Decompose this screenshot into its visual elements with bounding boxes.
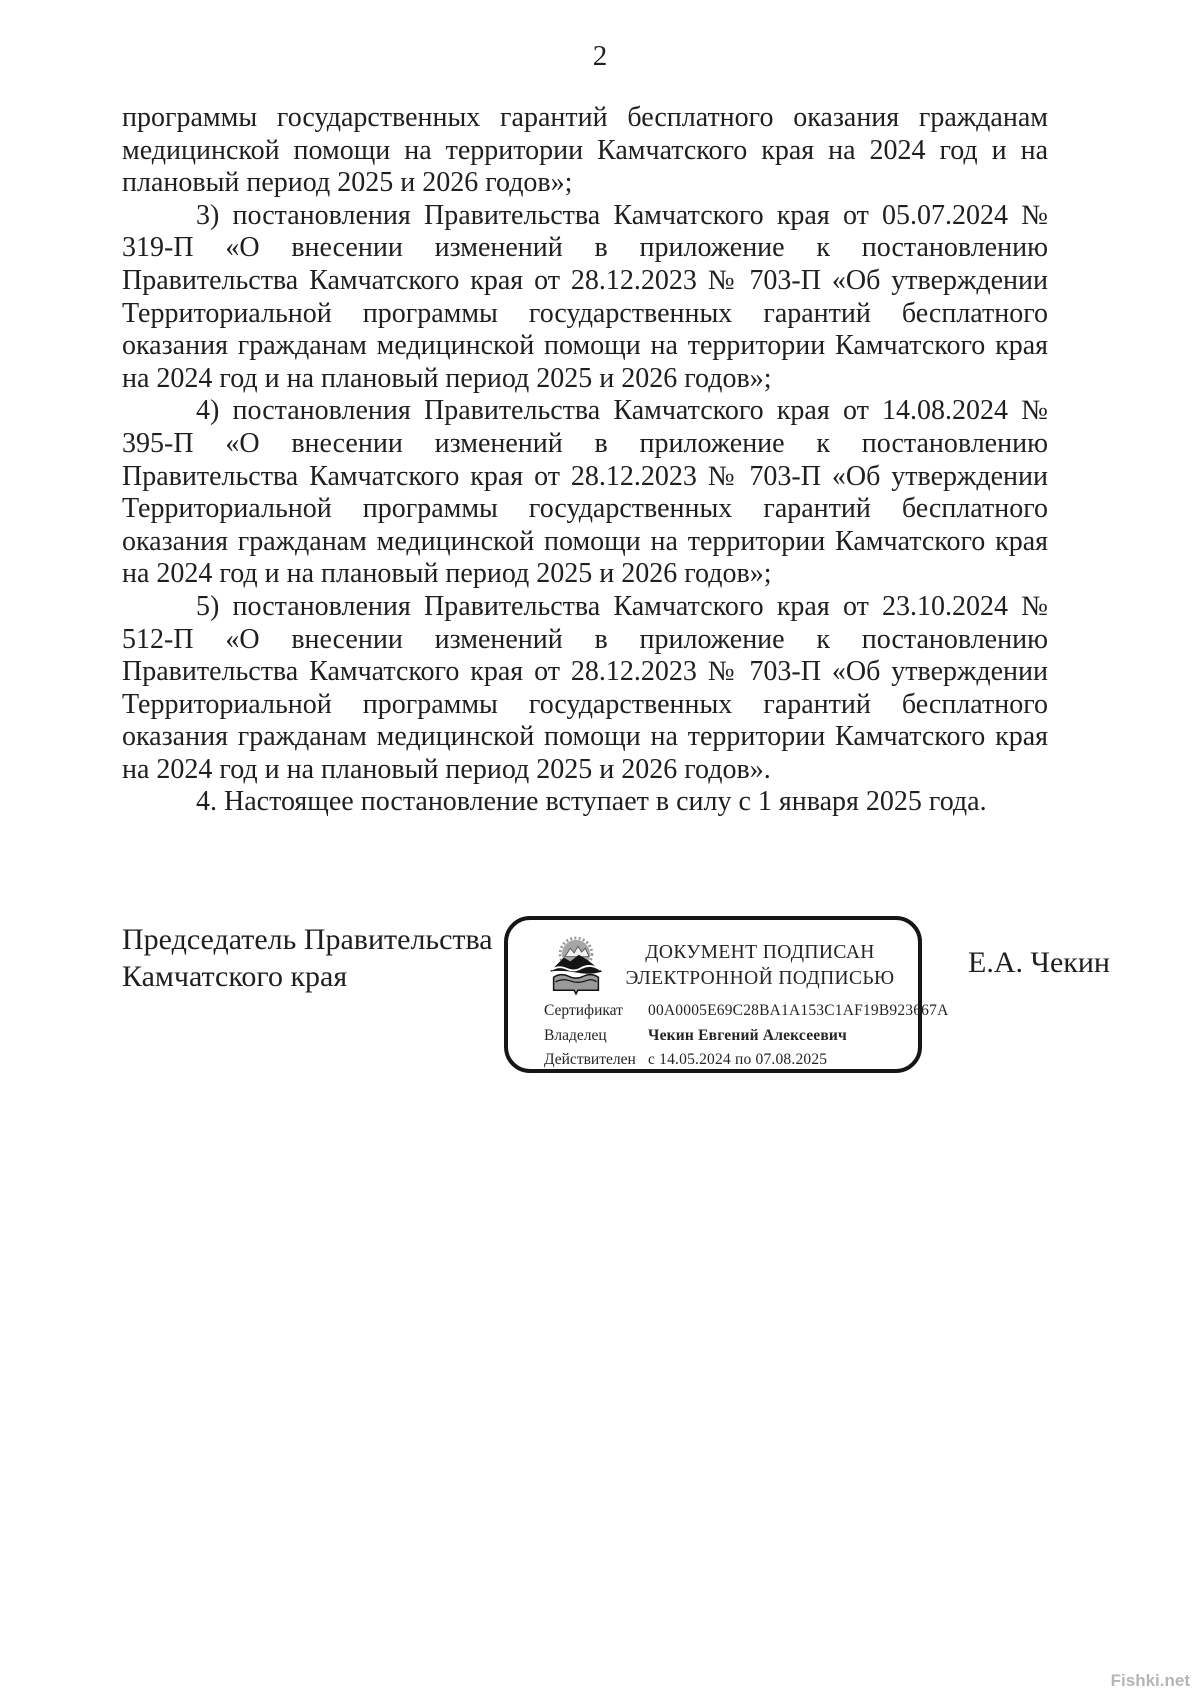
kamchatka-emblem-icon	[548, 934, 604, 998]
signer-position	[122, 921, 493, 995]
signer-name: Е.А. Чекин	[968, 946, 1110, 979]
signature-stamp	[504, 916, 949, 1073]
stamp-rows	[544, 999, 949, 1073]
stamp-row-value: 00A0005E69C28BA1A153C1AF19B923667A	[648, 1002, 949, 1019]
stamp-row-label: Сертификат	[544, 1002, 623, 1019]
stamp-title	[612, 940, 908, 992]
watermark: Fishki.net	[1110, 1671, 1190, 1690]
stamp-row-label: Владелец	[544, 1026, 607, 1044]
paragraph-item-5: 5) постановления Правительства Камчатского края от 23.10.2024 № 512-П «О внесении изменений в приложение к постановлению Правительства Камчатского края от 28.12.2023 № 703-П «Об утверждении Территориальной программы государственных гарантий бесплатного оказания гражданам медицинской помощи на территории Камчатского края на 2024 год и на плановый период 2025 и 2026 годов».	[122, 590, 1048, 785]
signer-position-line1: Председатель Правительства	[122, 923, 493, 956]
document-body	[122, 102, 1048, 819]
stamp-row-validity	[544, 1048, 910, 1073]
stamp-title-line1: ДОКУМЕНТ ПОДПИСАН	[645, 942, 875, 963]
page-number: 2	[592, 40, 608, 72]
signer-position-line2: Камчатского края	[122, 960, 348, 993]
stamp-row-certificate	[544, 999, 949, 1024]
paragraph-item-4: 4) постановления Правительства Камчатского края от 14.08.2024 № 395-П «О внесении изменений в приложение к постановлению Правительства Камчатского края от 28.12.2023 № 703-П «Об утверждении Территориальной программы государственных гарантий бесплатного оказания гражданам медицинской помощи на территории Камчатского края на 2024 год и на плановый период 2025 и 2026 годов»;	[122, 395, 1048, 590]
stamp-title-line2: ЭЛЕКТРОННОЙ ПОДПИСЬЮ	[625, 968, 895, 989]
paragraph-effective-date: 4. Настоящее постановление вступает в силу с 1 января 2025 года.	[196, 786, 987, 818]
paragraph-item-3: 3) постановления Правительства Камчатского края от 05.07.2024 № 319-П «О внесении изменений в приложение к постановлению Правительства Камчатского края от 28.12.2023 № 703-П «Об утверждении Территориальной программы государственных гарантий бесплатного оказания гражданам медицинской помощи на территории Камчатского края на 2024 год и на плановый период 2025 и 2026 годов»;	[122, 199, 1048, 394]
paragraph-continuation: программы государственных гарантий бесплатного оказания гражданам медицинской помощи на территории Камчатского края на 2024 год и на плановый период 2025 и 2026 годов»;	[122, 102, 1048, 199]
stamp-row-label: Действителен	[544, 1051, 636, 1068]
stamp-row-owner	[544, 1024, 910, 1049]
stamp-row-value: с 14.05.2024 по 07.08.2025	[648, 1051, 828, 1068]
stamp-row-value: Чекин Евгений Алексеевич	[648, 1026, 847, 1044]
